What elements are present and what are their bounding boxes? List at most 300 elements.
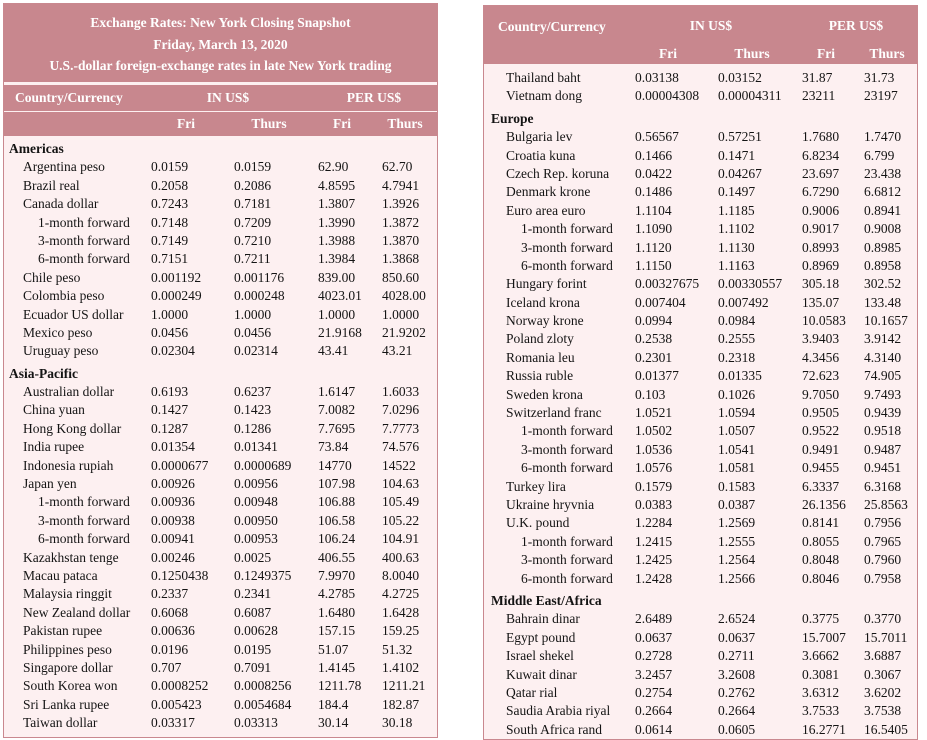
in-usd-fri-value: 0.2538 (635, 331, 673, 347)
in-usd-fri-value: 0.001192 (151, 269, 202, 285)
in-usd-fri-value: 1.0000 (151, 306, 189, 322)
in-usd-fri-value: 1.2284 (635, 515, 673, 531)
in-usd-fri-value: 2.6489 (635, 611, 673, 627)
table-row (484, 349, 917, 367)
section-heading: Asia-Pacific (9, 365, 78, 381)
table-row (4, 549, 437, 567)
table-row (4, 324, 437, 342)
per-usd-fri-value: 3.7533 (802, 703, 840, 719)
in-usd-thurs-value: 0.007492 (718, 294, 769, 310)
per-usd-thurs-value: 302.52 (864, 276, 902, 292)
in-usd-thurs-value: 1.0594 (718, 405, 756, 421)
in-usd-fri-value: 0.103 (635, 386, 666, 402)
per-usd-fri-value: 0.8141 (802, 515, 840, 531)
per-usd-thurs-value: 6.3168 (864, 478, 902, 494)
column-header-per-usd-thurs: Thurs (387, 116, 423, 131)
in-usd-fri-value: 1.1120 (635, 239, 672, 255)
in-usd-thurs-value: 0.00950 (234, 512, 278, 528)
in-usd-fri-value: 0.007404 (635, 294, 686, 310)
in-usd-thurs-value: 2.6524 (718, 611, 756, 627)
per-usd-thurs-value: 1211.21 (382, 678, 426, 694)
in-usd-thurs-value: 0.0605 (718, 721, 756, 737)
table-row (4, 641, 437, 659)
per-usd-fri-value: 1.6147 (318, 384, 356, 400)
currency-label: New Zealand dollar (23, 604, 131, 620)
in-usd-fri-value: 0.1486 (635, 184, 673, 200)
table-row (484, 220, 917, 238)
per-usd-fri-value: 9.7050 (802, 386, 840, 402)
currency-label: Pakistan rupee (23, 623, 103, 639)
in-usd-thurs-value: 0.7181 (234, 196, 272, 212)
forward-label: 1-month forward (38, 494, 130, 510)
in-usd-fri-value: 0.2301 (635, 349, 673, 365)
in-usd-fri-value: 0.0456 (151, 324, 189, 340)
in-usd-fri-value: 0.000249 (151, 288, 202, 304)
per-usd-fri-value: 72.623 (802, 368, 840, 384)
per-usd-thurs-value: 8.0040 (382, 567, 420, 583)
per-usd-thurs-value: 0.9008 (864, 221, 902, 237)
per-usd-fri-value: 1.3990 (318, 214, 356, 230)
currency-label: South Korea won (23, 678, 118, 694)
table-row (484, 422, 917, 440)
table-subtitle: U.S.-dollar foreign-exchange rates in late New York trading (49, 58, 392, 73)
in-usd-fri-value: 1.2425 (635, 552, 673, 568)
currency-label: Romania leu (506, 349, 575, 365)
in-usd-thurs-value: 0.03313 (234, 715, 278, 731)
in-usd-thurs-value: 0.0456 (234, 324, 272, 340)
in-usd-thurs-value: 0.57251 (718, 129, 762, 145)
in-usd-fri-value: 0.0614 (635, 721, 673, 737)
in-usd-thurs-value: 0.0008256 (234, 678, 292, 694)
table-row (484, 441, 917, 459)
table-row (484, 666, 917, 684)
per-usd-thurs-value: 1.3870 (382, 232, 420, 248)
in-usd-fri-value: 0.707 (151, 659, 182, 675)
in-usd-thurs-value: 0.0054684 (234, 696, 292, 712)
per-usd-fri-value: 406.55 (318, 549, 356, 565)
in-usd-fri-value: 0.0159 (151, 159, 189, 175)
forward-label: 6-month forward (521, 257, 613, 273)
per-usd-fri-value: 1.7680 (802, 129, 840, 145)
table-row (4, 269, 437, 287)
table-row (484, 294, 917, 312)
in-usd-fri-value: 1.0536 (635, 441, 673, 457)
column-header-in-usd: IN US$ (206, 90, 250, 105)
per-usd-thurs-value: 14522 (382, 457, 416, 473)
table-row (484, 647, 917, 665)
per-usd-fri-value: 0.8055 (802, 533, 840, 549)
in-usd-thurs-value: 0.1423 (234, 402, 272, 418)
per-usd-thurs-value: 1.3872 (382, 214, 420, 230)
per-usd-thurs-value: 23197 (864, 88, 898, 104)
table-row (4, 158, 437, 176)
in-usd-thurs-value: 0.0984 (718, 313, 756, 329)
in-usd-fri-value: 0.7148 (151, 214, 189, 230)
per-usd-thurs-value: 0.7958 (864, 570, 902, 586)
table-row (484, 702, 917, 720)
currency-label: Brazil real (23, 177, 80, 193)
in-usd-thurs-value: 0.6237 (234, 384, 272, 400)
per-usd-fri-value: 1211.78 (318, 678, 362, 694)
in-usd-fri-value: 0.00926 (151, 476, 195, 492)
currency-label: Russia ruble (506, 368, 574, 384)
per-usd-fri-value: 0.8993 (802, 239, 840, 255)
per-usd-fri-value: 0.9017 (802, 221, 840, 237)
per-usd-thurs-value: 25.8563 (864, 496, 908, 512)
currency-label: Kazakhstan tenge (23, 549, 119, 565)
per-usd-fri-value: 7.7695 (318, 420, 356, 436)
in-usd-fri-value: 0.2058 (151, 177, 189, 193)
per-usd-thurs-value: 74.905 (864, 368, 902, 384)
per-usd-thurs-value: 0.9487 (864, 441, 902, 457)
per-usd-fri-value: 43.41 (318, 343, 349, 359)
per-usd-thurs-value: 7.7773 (382, 420, 420, 436)
table-row (484, 459, 917, 477)
currency-label: Macau pataca (23, 567, 98, 583)
column-header-per-usd-fri: Fri (817, 46, 835, 61)
per-usd-fri-value: 0.9505 (802, 405, 840, 421)
currency-label: Hong Kong dollar (23, 420, 122, 436)
table-title: Exchange Rates: New York Closing Snapshot (90, 15, 351, 30)
per-usd-thurs-value: 4.3140 (864, 349, 902, 365)
in-usd-thurs-value: 0.02314 (234, 343, 278, 359)
in-usd-thurs-value: 0.1583 (718, 478, 756, 494)
in-usd-thurs-value: 0.00004311 (718, 88, 782, 104)
per-usd-thurs-value: 133.48 (864, 294, 902, 310)
per-usd-fri-value: 4023.01 (318, 288, 362, 304)
in-usd-fri-value: 1.0576 (635, 460, 673, 476)
currency-label: Mexico peso (23, 324, 93, 340)
column-header-in-usd: IN US$ (689, 18, 733, 33)
currency-label: Japan yen (23, 476, 77, 492)
per-usd-thurs-value: 105.49 (382, 494, 420, 510)
per-usd-thurs-value: 104.91 (382, 531, 420, 547)
per-usd-fri-value: 0.9522 (802, 423, 840, 439)
per-usd-thurs-value: 0.9439 (864, 405, 902, 421)
section-heading: Middle East/Africa (491, 592, 602, 608)
in-usd-fri-value: 0.01377 (635, 368, 679, 384)
currency-label: Croatia kuna (506, 147, 576, 163)
currency-label: Sweden krona (506, 386, 583, 402)
in-usd-fri-value: 0.0383 (635, 496, 673, 512)
table-row (4, 438, 437, 456)
in-usd-fri-value: 0.1579 (635, 478, 673, 494)
table-row (484, 275, 917, 293)
in-usd-fri-value: 1.2415 (635, 533, 673, 549)
per-usd-fri-value: 6.3337 (802, 478, 840, 494)
in-usd-fri-value: 3.2457 (635, 666, 673, 682)
table-row (4, 659, 437, 677)
per-usd-thurs-value: 30.18 (382, 715, 413, 731)
table-row (4, 195, 437, 213)
table-row (484, 128, 917, 146)
in-usd-fri-value: 0.2664 (635, 703, 673, 719)
per-usd-thurs-value: 0.8958 (864, 257, 902, 273)
table-row (484, 386, 917, 404)
currency-label: Indonesia rupiah (23, 457, 114, 473)
in-usd-thurs-value: 0.001176 (234, 269, 285, 285)
column-header-per-usd: PER US$ (346, 90, 402, 105)
per-usd-thurs-value: 6.6812 (864, 184, 902, 200)
per-usd-fri-value: 1.3984 (318, 251, 356, 267)
currency-label: Uruguay peso (23, 343, 99, 359)
table-row (484, 183, 917, 201)
in-usd-thurs-value: 1.0541 (718, 441, 756, 457)
rates-table-left (3, 3, 438, 738)
per-usd-fri-value: 0.8048 (802, 552, 840, 568)
table-row (4, 604, 437, 622)
per-usd-thurs-value: 1.7470 (864, 129, 902, 145)
forward-label: 1-month forward (521, 221, 613, 237)
in-usd-thurs-value: 0.7210 (234, 232, 272, 248)
column-header-per-usd: PER US$ (828, 18, 884, 33)
column-header-in-usd-fri: Fri (177, 116, 195, 131)
per-usd-thurs-value: 3.6887 (864, 648, 902, 664)
per-usd-thurs-value: 159.25 (382, 623, 420, 639)
column-header-row (484, 6, 917, 64)
in-usd-fri-value: 0.01354 (151, 439, 195, 455)
in-usd-thurs-value: 1.1130 (718, 239, 755, 255)
table-row (484, 478, 917, 496)
per-usd-fri-value: 107.98 (318, 476, 356, 492)
forward-label: 3-month forward (521, 239, 613, 255)
in-usd-fri-value: 0.6193 (151, 384, 189, 400)
per-usd-fri-value: 157.15 (318, 623, 356, 639)
table-row (4, 306, 437, 324)
in-usd-thurs-value: 3.2608 (718, 666, 756, 682)
currency-label: India rupee (23, 439, 85, 455)
in-usd-thurs-value: 0.00948 (234, 494, 278, 510)
per-usd-fri-value: 106.58 (318, 512, 356, 528)
per-usd-thurs-value: 62.70 (382, 159, 413, 175)
in-usd-thurs-value: 0.03152 (718, 70, 762, 85)
currency-label: Turkey lira (506, 478, 566, 494)
in-usd-thurs-value: 0.0637 (718, 629, 756, 645)
per-usd-thurs-value: 1.4102 (382, 659, 420, 675)
forward-label: 6-month forward (38, 251, 130, 267)
in-usd-thurs-value: 0.6087 (234, 604, 272, 620)
table-row (4, 622, 437, 640)
per-usd-fri-value: 23211 (802, 88, 836, 104)
table-row (484, 721, 917, 739)
per-usd-thurs-value: 9.7493 (864, 386, 902, 402)
currency-label: Vietnam dong (506, 88, 583, 104)
in-usd-thurs-value: 0.0025 (234, 549, 272, 565)
in-usd-thurs-value: 0.0195 (234, 641, 272, 657)
table-row (484, 684, 917, 702)
in-usd-thurs-value: 0.1286 (234, 420, 272, 436)
per-usd-fri-value: 4.3456 (802, 349, 840, 365)
table-row (4, 696, 437, 714)
table-row (484, 312, 917, 330)
in-usd-thurs-value: 1.2569 (718, 515, 756, 531)
table-row (4, 457, 437, 475)
per-usd-fri-value: 21.9168 (318, 324, 362, 340)
per-usd-fri-value: 4.2785 (318, 586, 356, 602)
table-row (484, 496, 917, 514)
per-usd-thurs-value: 105.22 (382, 512, 420, 528)
column-header-in-usd-thurs: Thurs (251, 116, 287, 131)
in-usd-thurs-value: 0.7091 (234, 659, 272, 675)
table-row (4, 714, 437, 732)
per-usd-fri-value: 305.18 (802, 276, 840, 292)
table-body (4, 136, 437, 733)
table-row (4, 677, 437, 695)
per-usd-fri-value: 15.7007 (802, 629, 846, 645)
per-usd-fri-value: 26.1356 (802, 496, 846, 512)
in-usd-thurs-value: 0.000248 (234, 288, 285, 304)
currency-label: Kuwait dinar (506, 666, 577, 682)
table-row (484, 570, 917, 588)
per-usd-thurs-value: 1.3926 (382, 196, 420, 212)
in-usd-thurs-value: 0.2086 (234, 177, 272, 193)
per-usd-thurs-value: 1.6428 (382, 604, 420, 620)
per-usd-thurs-value: 6.799 (864, 147, 895, 163)
in-usd-fri-value: 0.1427 (151, 402, 189, 418)
in-usd-thurs-value: 1.2555 (718, 533, 756, 549)
per-usd-fri-value: 1.3807 (318, 196, 356, 212)
table-row (4, 493, 437, 511)
currency-label: Egypt pound (506, 629, 576, 645)
column-header-country: Country/Currency (15, 90, 123, 105)
currency-label: Iceland krona (506, 294, 580, 310)
in-usd-thurs-value: 0.0159 (234, 159, 272, 175)
table-row (4, 342, 437, 360)
table-row (4, 512, 437, 530)
in-usd-fri-value: 1.1150 (635, 257, 672, 273)
per-usd-fri-value: 184.4 (318, 696, 349, 712)
in-usd-thurs-value: 0.7211 (234, 251, 271, 267)
forward-label: 6-month forward (521, 570, 613, 586)
in-usd-thurs-value: 0.01341 (234, 439, 278, 455)
in-usd-fri-value: 0.7243 (151, 196, 189, 212)
currency-label: Chile peso (23, 269, 81, 285)
currency-label: Thailand baht (506, 70, 581, 85)
table-row (484, 629, 917, 647)
currency-label: Sri Lanka rupee (23, 696, 110, 712)
currency-label: Saudia Arabia riyal (506, 703, 611, 719)
per-usd-thurs-value: 43.21 (382, 343, 413, 359)
currency-label: U.K. pound (506, 515, 570, 531)
in-usd-thurs-value: 0.04267 (718, 165, 762, 181)
in-usd-thurs-value: 0.1249375 (234, 567, 292, 583)
in-usd-fri-value: 0.2754 (635, 684, 673, 700)
in-usd-thurs-value: 0.2762 (718, 684, 756, 700)
column-header-in-usd-fri: Fri (659, 46, 677, 61)
in-usd-thurs-value: 1.1102 (718, 221, 755, 237)
table-row (4, 530, 437, 548)
in-usd-fri-value: 0.2728 (635, 648, 673, 664)
per-usd-thurs-value: 4028.00 (382, 288, 426, 304)
currency-label: Qatar rial (506, 684, 558, 700)
per-usd-fri-value: 7.9970 (318, 567, 356, 583)
table-row (484, 514, 917, 532)
column-header-per-usd-fri: Fri (333, 116, 351, 131)
column-header-per-usd-thurs: Thurs (869, 46, 905, 61)
per-usd-thurs-value: 15.7011 (864, 629, 908, 645)
per-usd-thurs-value: 3.7538 (864, 703, 902, 719)
forward-label: 6-month forward (38, 531, 130, 547)
in-usd-fri-value: 1.2428 (635, 570, 673, 586)
per-usd-thurs-value: 31.73 (864, 70, 895, 85)
currency-label: Malaysia ringgit (23, 586, 112, 602)
per-usd-fri-value: 0.9491 (802, 441, 840, 457)
per-usd-thurs-value: 0.8941 (864, 202, 902, 218)
per-usd-fri-value: 7.0082 (318, 402, 356, 418)
in-usd-thurs-value: 1.1185 (718, 202, 755, 218)
forward-label: 3-month forward (521, 552, 613, 568)
in-usd-fri-value: 0.00938 (151, 512, 195, 528)
per-usd-thurs-value: 21.9202 (382, 324, 426, 340)
per-usd-thurs-value: 3.9142 (864, 331, 902, 347)
in-usd-thurs-value: 0.2341 (234, 586, 272, 602)
per-usd-thurs-value: 7.0296 (382, 402, 420, 418)
table-row (484, 533, 917, 551)
in-usd-thurs-value: 1.0507 (718, 423, 756, 439)
section-heading: Americas (9, 141, 64, 156)
table-row (4, 420, 437, 438)
in-usd-fri-value: 0.03138 (635, 70, 679, 85)
in-usd-thurs-value: 0.2555 (718, 331, 756, 347)
per-usd-thurs-value: 1.3868 (382, 251, 420, 267)
currency-label: Czech Rep. koruna (506, 165, 610, 181)
table-row (4, 383, 437, 401)
table-row (4, 401, 437, 419)
per-usd-fri-value: 0.8046 (802, 570, 840, 586)
per-usd-fri-value: 1.0000 (318, 306, 356, 322)
table-row (484, 551, 917, 569)
per-usd-thurs-value: 0.3067 (864, 666, 902, 682)
in-usd-thurs-value: 0.1471 (718, 147, 756, 163)
per-usd-thurs-value: 0.9518 (864, 423, 902, 439)
in-usd-fri-value: 0.1466 (635, 147, 673, 163)
per-usd-thurs-value: 4.7941 (382, 177, 420, 193)
in-usd-fri-value: 0.005423 (151, 696, 202, 712)
in-usd-thurs-value: 1.2564 (718, 552, 756, 568)
per-usd-fri-value: 30.14 (318, 715, 349, 731)
in-usd-thurs-value: 0.0000689 (234, 457, 292, 473)
per-usd-fri-value: 0.9455 (802, 460, 840, 476)
per-usd-fri-value: 6.8234 (802, 147, 840, 163)
per-usd-fri-value: 3.9403 (802, 331, 840, 347)
in-usd-fri-value: 0.03317 (151, 715, 195, 731)
in-usd-fri-value: 0.00936 (151, 494, 195, 510)
per-usd-fri-value: 839.00 (318, 269, 356, 285)
currency-label: Ecuador US dollar (23, 306, 124, 322)
rates-table-right (483, 5, 918, 740)
per-usd-thurs-value: 0.7960 (864, 552, 902, 568)
in-usd-thurs-value: 0.2318 (718, 349, 756, 365)
per-usd-thurs-value: 10.1657 (864, 313, 908, 329)
per-usd-fri-value: 3.6662 (802, 648, 840, 664)
in-usd-fri-value: 0.1287 (151, 420, 189, 436)
currency-label: Australian dollar (23, 384, 115, 400)
table-row (4, 214, 437, 232)
currency-label: Denmark krone (506, 184, 591, 200)
in-usd-thurs-value: 0.1026 (718, 386, 756, 402)
currency-label: Canada dollar (23, 196, 99, 212)
in-usd-fri-value: 0.0008252 (151, 678, 209, 694)
currency-label: Argentina peso (23, 159, 105, 175)
per-usd-fri-value: 0.9006 (802, 202, 840, 218)
in-usd-thurs-value: 0.00956 (234, 476, 278, 492)
table-row (484, 165, 917, 183)
table-row (4, 250, 437, 268)
per-usd-thurs-value: 0.9451 (864, 460, 902, 476)
per-usd-thurs-value: 104.63 (382, 476, 420, 492)
in-usd-fri-value: 1.0502 (635, 423, 673, 439)
per-usd-fri-value: 62.90 (318, 159, 349, 175)
